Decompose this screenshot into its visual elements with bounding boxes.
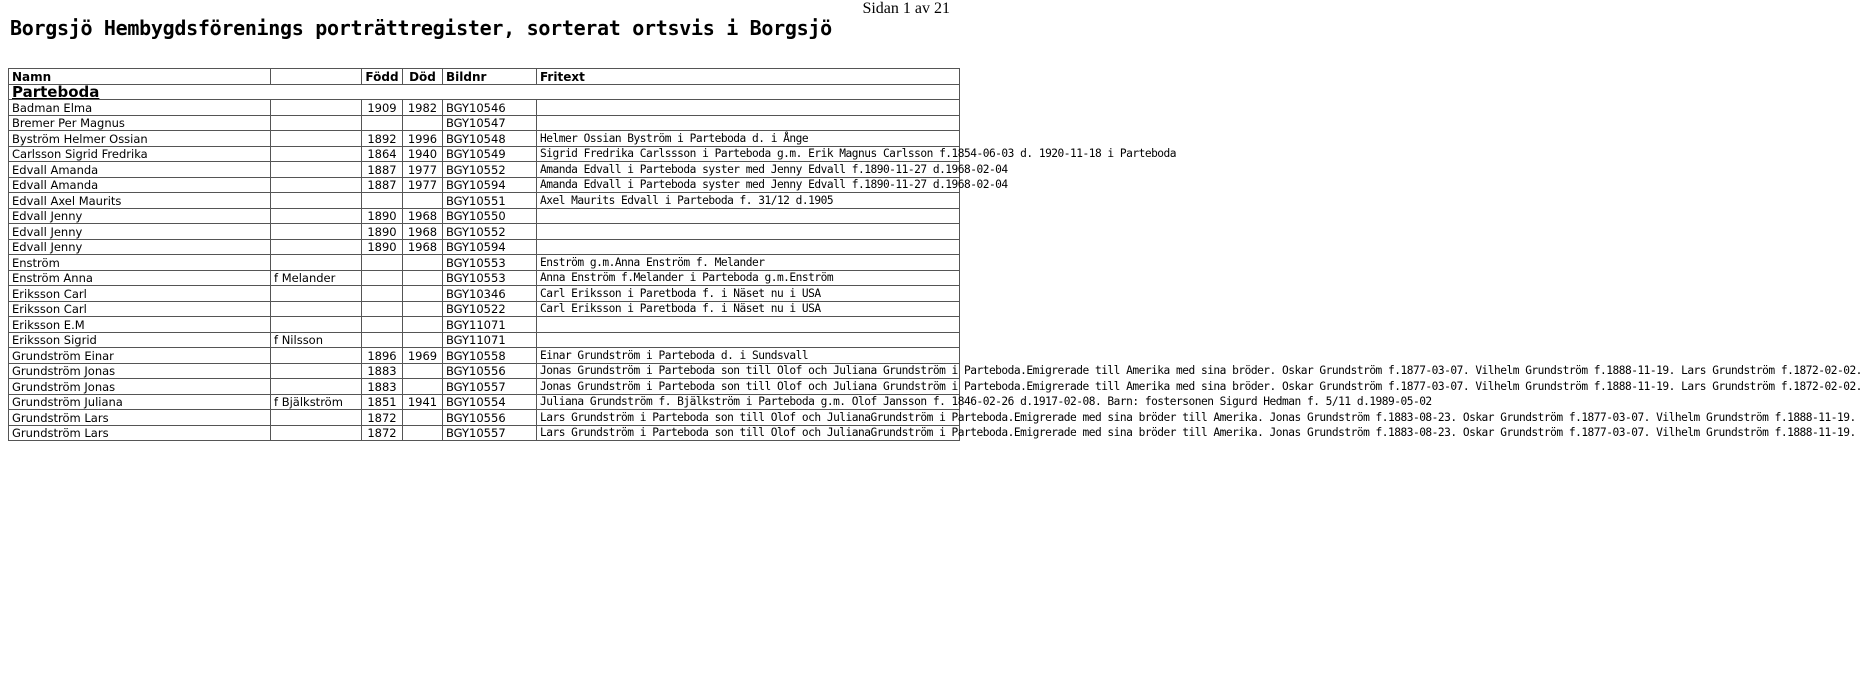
cell-fodd-year xyxy=(362,193,403,209)
cell-dod xyxy=(403,425,443,441)
cell-fodd-year: 1896 xyxy=(362,348,403,364)
table-row xyxy=(9,239,960,255)
cell-namn: Grundström Juliana xyxy=(9,394,271,410)
table-row xyxy=(9,425,960,441)
cell-fodd-prefix xyxy=(271,286,362,302)
cell-namn: Bremer Per Magnus xyxy=(9,115,271,131)
table-row xyxy=(9,301,960,317)
table-row xyxy=(9,146,960,162)
cell-fritext: Jonas Grundström i Parteboda son till Olof och Juliana Grundström i Parteboda.Emigrerade till Amerika med sina bröder. Oskar Grundström f.1877-03-07. Vilhelm Grundström f.1888-11-19. Lars Grundström f.1872-02-02. xyxy=(537,363,960,379)
cell-namn: Edvall Axel Maurits xyxy=(9,193,271,209)
cell-dod xyxy=(403,317,443,333)
cell-namn: Edvall Amanda xyxy=(9,177,271,193)
page-title: Borgsjö Hembygdsförenings porträttregister, sorterat ortsvis i Borgsjö xyxy=(10,16,832,40)
cell-namn: Edvall Amanda xyxy=(9,162,271,178)
cell-fritext: Einar Grundström i Parteboda d. i Sundsvall xyxy=(537,348,960,364)
table-row xyxy=(9,286,960,302)
header-fodd-blank xyxy=(271,69,362,85)
cell-fritext: Amanda Edvall i Parteboda syster med Jenny Edvall f.1890-11-27 d.1968-02-04 xyxy=(537,162,960,178)
cell-bildnr: BGY10556 xyxy=(443,410,537,426)
cell-fodd-prefix xyxy=(271,100,362,116)
cell-namn: Eriksson Sigrid xyxy=(9,332,271,348)
cell-fodd-year: 1883 xyxy=(362,363,403,379)
cell-fritext: Axel Maurits Edvall i Parteboda f. 31/12 d.1905 xyxy=(537,193,960,209)
cell-fodd-year: 1872 xyxy=(362,425,403,441)
table-row xyxy=(9,332,960,348)
cell-fodd-year: 1887 xyxy=(362,162,403,178)
cell-bildnr: BGY11071 xyxy=(443,317,537,333)
cell-fritext: Helmer Ossian Byström i Parteboda d. i Ånge xyxy=(537,131,960,147)
cell-fodd-year xyxy=(362,332,403,348)
cell-fodd-year xyxy=(362,286,403,302)
cell-bildnr: BGY10549 xyxy=(443,146,537,162)
cell-dod: 1940 xyxy=(403,146,443,162)
cell-fodd-prefix xyxy=(271,193,362,209)
cell-fodd-prefix xyxy=(271,348,362,364)
cell-bildnr: BGY10346 xyxy=(443,286,537,302)
cell-fodd-year: 1864 xyxy=(362,146,403,162)
cell-fodd-prefix xyxy=(271,239,362,255)
cell-fodd-prefix xyxy=(271,224,362,240)
cell-namn: Edvall Jenny xyxy=(9,239,271,255)
table-row xyxy=(9,115,960,131)
place-heading-row xyxy=(9,84,960,100)
cell-fritext: Carl Eriksson i Paretboda f. i Näset nu i USA xyxy=(537,301,960,317)
table-row xyxy=(9,270,960,286)
portrait-register-table xyxy=(8,68,1862,441)
cell-fodd-prefix xyxy=(271,177,362,193)
cell-dod: 1982 xyxy=(403,100,443,116)
cell-fodd-year: 1890 xyxy=(362,239,403,255)
cell-namn: Grundström Jonas xyxy=(9,363,271,379)
cell-bildnr: BGY10557 xyxy=(443,379,537,395)
table-row xyxy=(9,193,960,209)
table-row xyxy=(9,410,960,426)
cell-fritext xyxy=(537,317,960,333)
cell-bildnr: BGY10550 xyxy=(443,208,537,224)
cell-fodd-year: 1909 xyxy=(362,100,403,116)
header-namn: Namn xyxy=(9,69,271,85)
cell-dod xyxy=(403,332,443,348)
cell-bildnr: BGY10552 xyxy=(443,162,537,178)
cell-fritext xyxy=(537,208,960,224)
cell-dod: 1996 xyxy=(403,131,443,147)
cell-fritext: Juliana Grundström f. Bjälkström i Parteboda g.m. Olof Jansson f. 1846-02-26 d.1917-02-08. Barn: fostersonen Sigurd Hedman f. 5/11 d.1989-05-02 xyxy=(537,394,960,410)
cell-namn: Eriksson Carl xyxy=(9,286,271,302)
cell-fritext: Lars Grundström i Parteboda son till Olof och JulianaGrundström i Parteboda.Emigrerade med sina bröder till Amerika. Jonas Grundström f.1883-08-23. Oskar Grundström f.1877-03-07. Vilhelm Grundström f.1888-11-19. xyxy=(537,410,960,426)
cell-bildnr: BGY10548 xyxy=(443,131,537,147)
cell-fodd-prefix: f Bjälkström xyxy=(271,394,362,410)
cell-namn: Grundström Jonas xyxy=(9,379,271,395)
cell-dod xyxy=(403,410,443,426)
cell-fodd-prefix xyxy=(271,379,362,395)
page-number: Sidan 1 av 21 xyxy=(862,0,950,17)
cell-bildnr: BGY10546 xyxy=(443,100,537,116)
cell-fritext xyxy=(537,239,960,255)
table-row xyxy=(9,255,960,271)
cell-namn: Badman Elma xyxy=(9,100,271,116)
cell-namn: Edvall Jenny xyxy=(9,208,271,224)
cell-fritext xyxy=(537,224,960,240)
cell-fodd-year: 1883 xyxy=(362,379,403,395)
cell-fodd-year: 1872 xyxy=(362,410,403,426)
header-fodd: Född xyxy=(362,69,403,85)
cell-dod: 1977 xyxy=(403,177,443,193)
cell-dod xyxy=(403,115,443,131)
cell-fodd-prefix xyxy=(271,363,362,379)
cell-bildnr: BGY11071 xyxy=(443,332,537,348)
cell-namn: Edvall Jenny xyxy=(9,224,271,240)
cell-bildnr: BGY10594 xyxy=(443,177,537,193)
cell-dod: 1941 xyxy=(403,394,443,410)
cell-fodd-year: 1851 xyxy=(362,394,403,410)
cell-fodd-prefix xyxy=(271,115,362,131)
cell-fritext xyxy=(537,332,960,348)
table-row xyxy=(9,224,960,240)
table-row xyxy=(9,348,960,364)
cell-bildnr: BGY10557 xyxy=(443,425,537,441)
cell-namn: Enström Anna xyxy=(9,270,271,286)
cell-fodd-prefix xyxy=(271,146,362,162)
cell-dod: 1977 xyxy=(403,162,443,178)
cell-fodd-year xyxy=(362,301,403,317)
cell-fodd-year: 1890 xyxy=(362,224,403,240)
header-fritext: Fritext xyxy=(537,69,960,85)
cell-fritext: Carl Eriksson i Paretboda f. i Näset nu i USA xyxy=(537,286,960,302)
cell-fritext: Sigrid Fredrika Carlssson i Parteboda g.m. Erik Magnus Carlsson f.1854-06-03 d. 1920-11-18 i Parteboda xyxy=(537,146,960,162)
cell-fodd-prefix xyxy=(271,301,362,317)
cell-bildnr: BGY10558 xyxy=(443,348,537,364)
cell-fodd-year: 1887 xyxy=(362,177,403,193)
cell-dod: 1968 xyxy=(403,208,443,224)
cell-namn: Eriksson Carl xyxy=(9,301,271,317)
cell-namn: Eriksson E.M xyxy=(9,317,271,333)
cell-bildnr: BGY10554 xyxy=(443,394,537,410)
cell-fritext xyxy=(537,100,960,116)
cell-bildnr: BGY10556 xyxy=(443,363,537,379)
cell-bildnr: BGY10551 xyxy=(443,193,537,209)
cell-namn: Enström xyxy=(9,255,271,271)
cell-dod xyxy=(403,379,443,395)
table-row xyxy=(9,317,960,333)
cell-fodd-prefix xyxy=(271,425,362,441)
header-dod: Död xyxy=(403,69,443,85)
table-row xyxy=(9,394,960,410)
cell-bildnr: BGY10547 xyxy=(443,115,537,131)
cell-fodd-prefix xyxy=(271,255,362,271)
cell-dod xyxy=(403,363,443,379)
table-row xyxy=(9,208,960,224)
cell-bildnr: BGY10552 xyxy=(443,224,537,240)
cell-fritext xyxy=(537,115,960,131)
cell-fritext: Lars Grundström i Parteboda son till Olof och JulianaGrundström i Parteboda.Emigrerade med sina bröder till Amerika. Jonas Grundström f.1883-08-23. Oskar Grundström f.1877-03-07. Vilhelm Grundström f.1888-11-19. xyxy=(537,425,960,441)
cell-dod xyxy=(403,255,443,271)
cell-fodd-prefix xyxy=(271,410,362,426)
cell-dod xyxy=(403,286,443,302)
cell-fodd-year xyxy=(362,270,403,286)
cell-bildnr: BGY10594 xyxy=(443,239,537,255)
cell-dod: 1968 xyxy=(403,239,443,255)
cell-namn: Carlsson Sigrid Fredrika xyxy=(9,146,271,162)
cell-fodd-prefix xyxy=(271,317,362,333)
table-row xyxy=(9,363,960,379)
header-bildnr: Bildnr xyxy=(443,69,537,85)
cell-dod xyxy=(403,301,443,317)
cell-bildnr: BGY10553 xyxy=(443,270,537,286)
cell-dod xyxy=(403,193,443,209)
place-heading: Parteboda xyxy=(9,84,960,100)
cell-dod: 1969 xyxy=(403,348,443,364)
table-row xyxy=(9,100,960,116)
cell-fodd-year: 1890 xyxy=(362,208,403,224)
cell-fodd-prefix: f Nilsson xyxy=(271,332,362,348)
table-row xyxy=(9,162,960,178)
cell-bildnr: BGY10522 xyxy=(443,301,537,317)
cell-fodd-prefix xyxy=(271,208,362,224)
cell-fodd-prefix: f Melander xyxy=(271,270,362,286)
cell-namn: Byström Helmer Ossian xyxy=(9,131,271,147)
cell-fodd-prefix xyxy=(271,131,362,147)
cell-bildnr: BGY10553 xyxy=(443,255,537,271)
table-row xyxy=(9,131,960,147)
table-header-row xyxy=(9,69,960,85)
cell-fodd-year: 1892 xyxy=(362,131,403,147)
cell-fritext: Jonas Grundström i Parteboda son till Olof och Juliana Grundström i Parteboda.Emigrerade till Amerika med sina bröder. Oskar Grundström f.1877-03-07. Vilhelm Grundström f.1888-11-19. Lars Grundström f.1872-02-02. xyxy=(537,379,960,395)
cell-dod xyxy=(403,270,443,286)
cell-namn: Grundström Einar xyxy=(9,348,271,364)
cell-dod: 1968 xyxy=(403,224,443,240)
cell-fodd-year xyxy=(362,115,403,131)
cell-fodd-year xyxy=(362,255,403,271)
cell-fritext: Amanda Edvall i Parteboda syster med Jenny Edvall f.1890-11-27 d.1968-02-04 xyxy=(537,177,960,193)
cell-fritext: Enström g.m.Anna Enström f. Melander xyxy=(537,255,960,271)
cell-namn: Grundström Lars xyxy=(9,425,271,441)
table-row xyxy=(9,379,960,395)
table-row xyxy=(9,177,960,193)
cell-fodd-prefix xyxy=(271,162,362,178)
cell-fritext: Anna Enström f.Melander i Parteboda g.m.Enström xyxy=(537,270,960,286)
cell-namn: Grundström Lars xyxy=(9,410,271,426)
cell-fodd-year xyxy=(362,317,403,333)
